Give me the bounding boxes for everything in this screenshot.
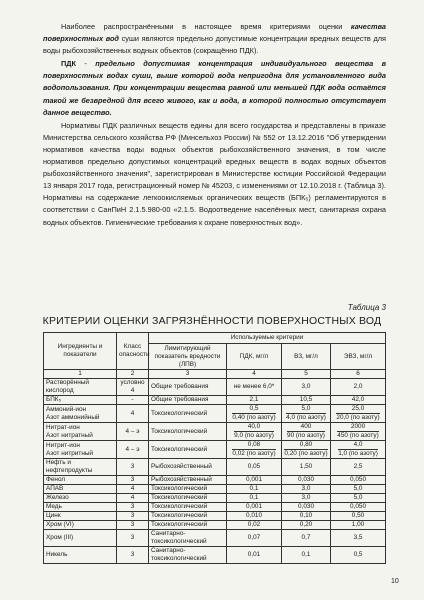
cell-vz [282,521,331,530]
evz-value: 0,5 [353,551,363,558]
hazard-class: 3 [130,551,135,558]
p2-term: ПДК [61,59,76,69]
cell-ingredient [44,441,117,459]
cell-evz [331,405,386,423]
cell-lpv [149,530,227,547]
cell-lpv [149,441,227,459]
cell-evz [331,521,386,530]
header-ingredients: Ингредиенты и показатели [44,333,117,370]
cell-vz [282,494,331,503]
vz-value: 10,5 [299,396,313,403]
ingredient-name: Цинк [46,512,61,519]
vz-value: $\frac{400}{\text{90 (по азоту)}}$ [287,423,325,439]
hazard-class: 3 [130,503,135,510]
cell-lpv [149,547,227,564]
pdk-value: не менее 6,0* [233,383,275,390]
cell-vz [282,547,331,564]
p2-definition: предельно допустимая концентрация индивидуального вещества в поверхностных водах суши, выше которой вода непригодна для установленного вида водопользования. При концентрации вещества равной или меньшей ПДК вода остаётся такой же безвредной для всего живого, как и вода, в которой полностью отсутствует данное вещество. [43,59,387,117]
vz-value: 0,030 [298,476,314,483]
evz-value: 3,5 [353,534,363,541]
table-row [44,494,386,503]
cell-pdk [227,476,282,485]
table-caption: Таблица 3 [347,303,386,312]
hazard-class: 4 – э [125,445,140,453]
table-row [44,476,386,485]
evz-value: 0,50 [351,512,365,519]
body-text [43,21,386,229]
cell-evz [331,547,386,564]
col-num-1: 1 [44,370,117,379]
header-lpv: Лимитирующий показатель вредности (ЛПВ) [149,344,227,370]
vz-value: $\frac{0,80}{\text{0,20 (по азоту)}}$ [284,441,328,457]
table-row [44,512,386,521]
pdk-value: 0,001 [246,476,262,483]
vz-value: 3,0 [301,383,311,390]
cell-lpv [149,503,227,512]
cell-pdk [227,396,282,405]
vz-value: 0,10 [299,512,313,519]
cell-lpv [149,423,227,441]
table-row [44,423,386,441]
cell-ingredient [44,379,117,396]
cell-ingredient [44,547,117,564]
pdk-value: $\frac{40,0}{\text{9,0 (по азоту)}}$ [234,423,274,439]
evz-value: $\frac{2000}{\text{450 (по азоту)}}$ [337,423,379,439]
cell-evz [331,423,386,441]
cell-ingredient [44,405,117,423]
cell-vz [282,396,331,405]
cell-vz [282,459,331,476]
paragraph-norms: Нормативы ПДК различных веществ едины для всего государства и представлены в приказе Министерства сельского хозяйства РФ (Минсельхоз России) № 552 от 13.12.2016 "Об утверждении нормативов качества воды водных объектов рыбохозяйственного значения, в том числе нормативов предельно допустимых концентраций вредных веществ в водах водных объектов рыбохозяйственного значения", зарегистрирован в Министерстве юстиции Российской Федерации 13 января 2017 года, регистрационный номер № 45203, с изменениями от 12.10.2018 г. (Таблица 3). Нормативы на содержание легкоокисляемых органических веществ (БПК₅) регламентируются в соответствии с СанПиН 2.1.5.980-00 «2.1.5. Водоотведение населённых мест, санитарная охрана водных объектов. Гигиенические требования к охране поверхностных вод». [43,120,386,227]
cell-lpv [149,396,227,405]
col-num-2: 2 [117,370,149,379]
cell-evz [331,476,386,485]
cell-ingredient [44,423,117,441]
col-num-4: 4 [227,370,282,379]
hazard-class: 3 [130,463,135,470]
cell-lpv [149,405,227,423]
hazard-class: - [131,396,134,403]
pdk-value: 0,01 [247,551,261,558]
cell-ingredient [44,503,117,512]
page-number: 10 [391,578,399,585]
vz-value: 0,7 [301,534,311,541]
evz-value: 2,5 [353,463,363,470]
limiting-indicator: Токсикологический [151,521,208,528]
pdk-value: 0,05 [247,463,261,470]
cell-class [117,423,149,441]
table-title: КРИТЕРИИ ОЦЕНКИ ЗАГРЯЗНЁННОСТИ ПОВЕРХНОСТНЫХ ВОД [42,315,382,327]
col-num-6: 6 [331,370,386,379]
ingredient-name: Нефть и нефтепродукты [46,459,93,474]
hazard-class: 3 [130,521,135,528]
ingredient-name-secondary: Азот нитратный [46,431,93,439]
ingredient-name: Растворённый кислород [46,379,89,394]
cell-vz [282,423,331,441]
table-row [44,459,386,476]
vz-value: 1,50 [299,463,313,470]
cell-class [117,405,149,423]
cell-ingredient [44,485,117,494]
p2-dash: - [76,59,96,69]
evz-value: 0,050 [350,476,367,483]
cell-class [117,459,149,476]
limiting-indicator: Рыбохозяйственный [151,463,212,470]
p1-text-c: суши являются предельно допустимые концентрации вредных веществ для воды рыбохозяйственных водных объектов (сокращённо ПДК). [43,34,386,56]
cell-evz [331,530,386,547]
ingredient-name: Железо [46,494,69,501]
pdk-value: 0,010 [246,512,262,519]
cell-pdk [227,547,282,564]
hazard-class: 4 [130,409,135,417]
cell-vz [282,476,331,485]
cell-evz [331,441,386,459]
limiting-indicator: Токсикологический [151,485,208,492]
cell-lpv [149,494,227,503]
pdk-value: 0,001 [246,503,262,510]
cell-pdk [227,485,282,494]
cell-ingredient [44,530,117,547]
header-pdk: ПДК, мг/л [227,344,282,370]
table-row [44,503,386,512]
cell-pdk [227,530,282,547]
table-row [44,379,386,396]
cell-pdk [227,405,282,423]
cell-evz [331,485,386,494]
cell-pdk [227,379,282,396]
cell-class [117,476,149,485]
ingredient-name-secondary: Азот нитритный [46,449,94,457]
table-row [44,530,386,547]
col-num-3: 3 [149,370,227,379]
hazard-class: 4 – э [125,427,140,435]
table-row [44,441,386,459]
cell-pdk [227,512,282,521]
vz-value: 0,1 [301,551,311,558]
cell-class [117,521,149,530]
cell-vz [282,379,331,396]
cell-class [117,441,149,459]
ingredient-name: АПАВ [46,485,64,492]
limiting-indicator: Токсикологический [151,427,208,435]
ingredient-name-secondary: Азот аммонийный [46,413,100,421]
hazard-class: 3 [130,534,135,541]
col-num-5: 5 [282,370,331,379]
cell-class [117,547,149,564]
cell-pdk [227,494,282,503]
pdk-value: 0,1 [249,485,259,492]
evz-value: 1,00 [351,521,365,528]
vz-value: 0,20 [299,521,313,528]
cell-evz [331,396,386,405]
evz-value: 0,050 [350,503,367,510]
cell-ingredient [44,521,117,530]
evz-value: $\frac{4,0}{\text{1,0 (по азоту)}}$ [338,441,378,457]
evz-value: 2,0 [353,383,363,390]
cell-pdk [227,423,282,441]
cell-lpv [149,476,227,485]
cell-class [117,485,149,494]
hazard-class: 3 [130,476,135,483]
cell-ingredient [44,512,117,521]
ingredient-name: Фенол [46,476,66,483]
vz-value: 3,0 [301,494,311,501]
cell-pdk [227,503,282,512]
limiting-indicator: Токсикологический [151,409,208,417]
cell-ingredient [44,459,117,476]
cell-lpv [149,512,227,521]
vz-value: $\frac{5,0}{\text{4,0 (по азоту)}}$ [286,405,326,421]
vz-value: 3,0 [301,485,311,492]
limiting-indicator: Общие требования [151,383,209,390]
cell-pdk [227,441,282,459]
limiting-indicator: Санитарно-токсикологический [151,547,207,562]
cell-vz [282,405,331,423]
table-row [44,485,386,494]
header-vz: ВЗ, мг/л [282,344,331,370]
evz-value: 5,0 [353,485,363,492]
cell-vz [282,441,331,459]
header-used-criteria: Используемые критерии [149,333,386,344]
pdk-value: $\frac{0,5}{\text{0,40 (по азоту)}}$ [232,405,276,421]
cell-class [117,396,149,405]
cell-class [117,530,149,547]
cell-ingredient [44,494,117,503]
cell-evz [331,503,386,512]
cell-pdk [227,521,282,530]
header-class: Класс опасности [117,333,149,370]
cell-evz [331,494,386,503]
table-row [44,547,386,564]
limiting-indicator: Токсикологический [151,503,208,510]
ingredient-name: Никель [46,551,68,558]
p1-text-a: Наиболее распространёнными в настоящее время критериями оценки [61,22,351,31]
hazard-class: 4 [130,494,135,501]
cell-lpv [149,521,227,530]
limiting-indicator: Санитарно-токсикологический [151,530,207,545]
cell-class [117,379,149,396]
table-row [44,396,386,405]
p1-emphasis: качества поверхностных вод [43,22,386,44]
cell-lpv [149,379,227,396]
limiting-indicator: Рыбохозяйственный [151,476,212,483]
cell-class [117,503,149,512]
table-row [44,521,386,530]
cell-vz [282,512,331,521]
pdk-value: 0,1 [249,494,259,501]
pdk-value: $\frac{0,08}{\text{0,02 (по азоту)}}$ [232,441,276,457]
paragraph-pdk-definition [43,58,386,118]
vz-value: 0,030 [298,503,314,510]
cell-vz [282,530,331,547]
evz-value: $\frac{25,0}{\text{20,0 (по азоту)}}$ [336,405,380,421]
cell-class [117,494,149,503]
cell-evz [331,459,386,476]
ingredient-name: Аммоний-ион [46,405,87,413]
hazard-class: 3 [130,512,135,519]
cell-ingredient [44,476,117,485]
ingredient-name: Хром (III) [46,534,74,541]
criteria-table [43,332,386,564]
table-row [44,405,386,423]
ingredient-name: Хром (VI) [46,521,74,528]
cell-evz [331,512,386,521]
cell-pdk [227,459,282,476]
cell-evz [331,379,386,396]
cell-ingredient [44,396,117,405]
limiting-indicator: Общие требования [151,396,209,403]
paragraph-criteria [43,21,386,57]
limiting-indicator: Токсикологический [151,445,208,453]
limiting-indicator: Токсикологический [151,512,208,519]
hazard-class: условно 4 [120,379,145,394]
ingredient-name: Нитрат-ион [46,423,80,431]
cell-vz [282,485,331,494]
pdk-value: 0,02 [247,521,261,528]
header-evz: ЭВЗ, мг/л [331,344,386,370]
ingredient-name: Медь [46,503,62,510]
cell-lpv [149,485,227,494]
evz-value: 42,0 [351,396,365,403]
evz-value: 5,0 [353,494,363,501]
ingredient-name: БПК₅ [46,396,62,403]
limiting-indicator: Токсикологический [151,494,208,501]
pdk-value: 0,07 [247,534,261,541]
cell-lpv [149,459,227,476]
hazard-class: 4 [130,485,135,492]
cell-class [117,512,149,521]
ingredient-name: Нитрит-ион [46,441,80,449]
pdk-value: 2,1 [249,396,259,403]
cell-vz [282,503,331,512]
